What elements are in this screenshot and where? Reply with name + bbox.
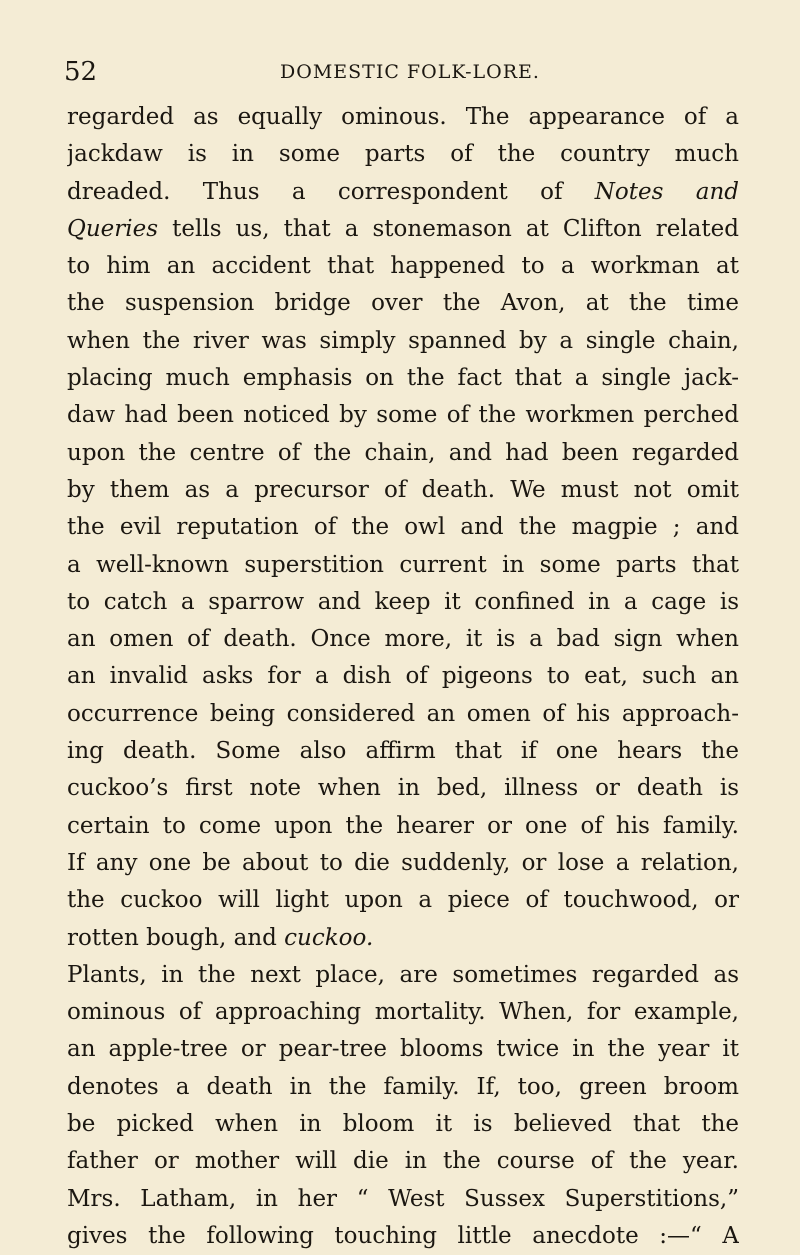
text-line: an apple-tree or pear-tree blooms twice in the year it <box>67 1036 739 1063</box>
text-line: an invalid asks for a dish of pigeons to eat, such an <box>67 663 739 690</box>
running-title: DOMESTIC FOLK-LORE. <box>280 61 540 83</box>
text-line: jackdaw is in some parts of the country much <box>67 141 739 168</box>
italic-title: Notes and <box>594 178 739 205</box>
text-line: ing death. Some also affirm that if one hears the <box>67 738 739 765</box>
text-line <box>67 174 739 211</box>
text-line: gives the following touching little anecdote :—“ A <box>67 1222 739 1249</box>
text-line: placing much emphasis on the fact that a single jack- <box>67 365 739 392</box>
text-line: to him an accident that happened to a workman at <box>67 253 739 280</box>
text-line: denotes a death in the family. If, too, green broom <box>67 1073 739 1100</box>
text-line: the suspension bridge over the Avon, at the time <box>67 290 739 317</box>
text-line: the evil reputation of the owl and the magpie ; and <box>67 514 739 541</box>
text-line: upon the centre of the chain, and had been regarded <box>67 439 739 466</box>
text-line: cuckoo’s first note when in bed, illness or death is <box>67 775 739 802</box>
text-line: certain to come upon the hearer or one of his family. <box>67 812 739 839</box>
text-line: occurrence being considered an omen of his approach- <box>67 700 739 727</box>
text-line: Mrs. Latham, in her “ West Sussex Superstitions,” <box>67 1185 739 1212</box>
body-text <box>67 99 739 1255</box>
text-line: a well-known superstition current in some parts that <box>67 551 739 578</box>
text-line: regarded as equally ominous. The appearance of a <box>67 104 739 130</box>
text-line <box>67 211 739 248</box>
italic-word: cuckoo. <box>284 924 374 951</box>
text-line: If any one be about to die suddenly, or lose a relation, <box>67 849 739 876</box>
text-segment: rotten bough, and <box>67 924 285 951</box>
running-head <box>62 52 742 92</box>
text-line <box>67 920 739 957</box>
text-line: the cuckoo will light upon a piece of touchwood, or <box>67 887 739 914</box>
page-number: 52 <box>64 57 98 87</box>
text-line: to catch a sparrow and keep it confined in a cage is <box>67 588 739 615</box>
text-line: an omen of death. Once more, it is a bad sign when <box>67 626 739 653</box>
text-segment: tells us, that a stonemason at Clifton related <box>158 215 739 242</box>
text-segment: dreaded. Thus a correspondent of <box>67 178 595 205</box>
text-line: when the river was simply spanned by a single chain, <box>67 327 739 354</box>
text-line: by them as a precursor of death. We must not omit <box>67 476 739 503</box>
text-line: daw had been noticed by some of the workmen perched <box>67 402 739 429</box>
text-line: father or mother will die in the course of the year. <box>67 1148 739 1175</box>
text-line: Plants, in the next place, are sometimes regarded as <box>67 961 739 988</box>
text-line: be picked when in bloom it is believed that the <box>67 1111 739 1138</box>
text-line: ominous of approaching mortality. When, for example, <box>67 999 739 1026</box>
italic-title: Queries <box>67 215 159 242</box>
